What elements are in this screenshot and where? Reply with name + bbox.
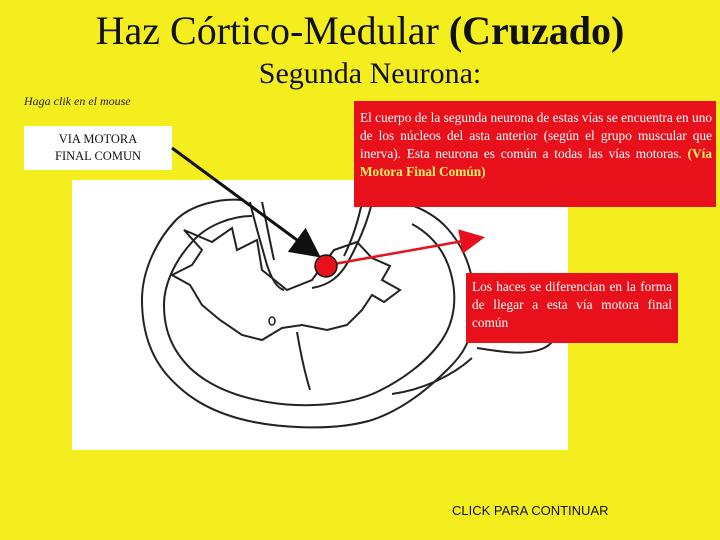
continue-link[interactable]: CLICK PARA CONTINUAR bbox=[452, 503, 609, 518]
info-main-text: El cuerpo de la segunda neurona de estas vías se encuentra en uno de los núcleos del asta anterior (según el grupo muscular que inerva). Esta neurona es común a todas las vías motoras. bbox=[360, 110, 712, 161]
black-arrow bbox=[172, 148, 316, 254]
label-line-2: FINAL COMUN bbox=[55, 149, 141, 163]
neuron-body-dot bbox=[315, 255, 337, 277]
label-line-1: VIA MOTORA bbox=[58, 132, 138, 146]
title-plain: Haz Córtico-Medular bbox=[95, 8, 439, 53]
slide-subtitle: Segunda Neurona: bbox=[258, 57, 482, 90]
title-bold: (Cruzado) bbox=[448, 8, 625, 53]
red-arrow bbox=[334, 238, 480, 264]
info-box-secondary: Los haces se diferencian en la forma de llegar a esta vía motora final común bbox=[466, 273, 678, 343]
info-box-main bbox=[354, 101, 716, 207]
click-hint: Haga clik en el mouse bbox=[24, 94, 131, 108]
info-main-highlight: (Vía Motora Final Común) bbox=[360, 146, 712, 179]
